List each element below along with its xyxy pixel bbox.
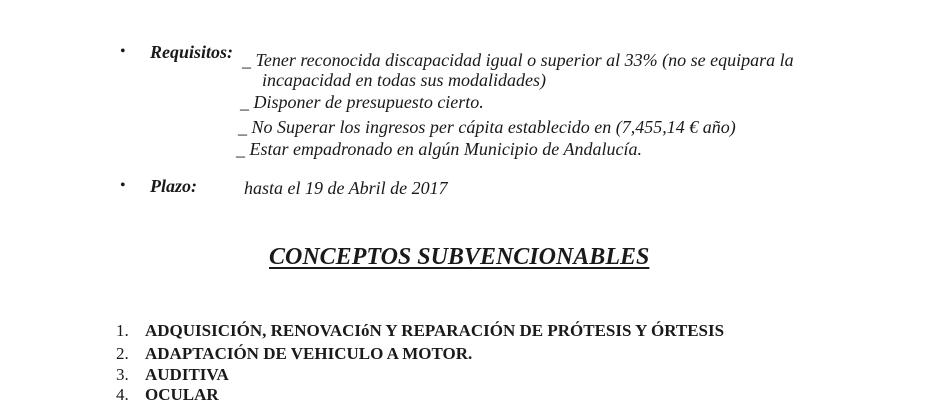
plazo-label: Plazo: — [150, 176, 197, 196]
concepto-item: AUDITIVA — [145, 365, 229, 384]
requisito-line-1: _ Tener reconocida discapacidad igual o superior al 33% (no se equipara la — [242, 50, 794, 70]
requisitos-bullet: • — [120, 43, 126, 60]
requisito-line-3: _ Disponer de presupuesto cierto. — [240, 92, 484, 112]
concepto-number: 2. — [116, 344, 129, 363]
concepto-item: ADQUISICIÓN, RENOVACIóN Y REPARACIÓN DE PRÓTESIS Y ÓRTESIS — [145, 321, 725, 340]
concepto-number: 1. — [116, 321, 129, 340]
concepto-number: 4. — [116, 385, 129, 400]
requisito-line-2: incapacidad en todas sus modalidades) — [262, 70, 546, 90]
requisito-line-4: _ No Superar los ingresos per cápita establecido en (7,455,14 € año) — [238, 117, 736, 137]
concepto-item: ADAPTACIÓN DE VEHICULO A MOTOR. — [145, 344, 473, 363]
plazo-bullet: • — [120, 177, 126, 194]
page-title: CONCEPTOS SUBVENCIONABLES — [269, 244, 650, 270]
concepto-number: 3. — [116, 365, 129, 384]
plazo-date: hasta el 19 de Abril de 2017 — [244, 178, 448, 198]
concepto-item: OCULAR — [145, 385, 219, 400]
requisitos-label: Requisitos: — [150, 42, 234, 62]
requisito-line-5: _ Estar empadronado en algún Municipio de Andalucía. — [236, 139, 642, 159]
